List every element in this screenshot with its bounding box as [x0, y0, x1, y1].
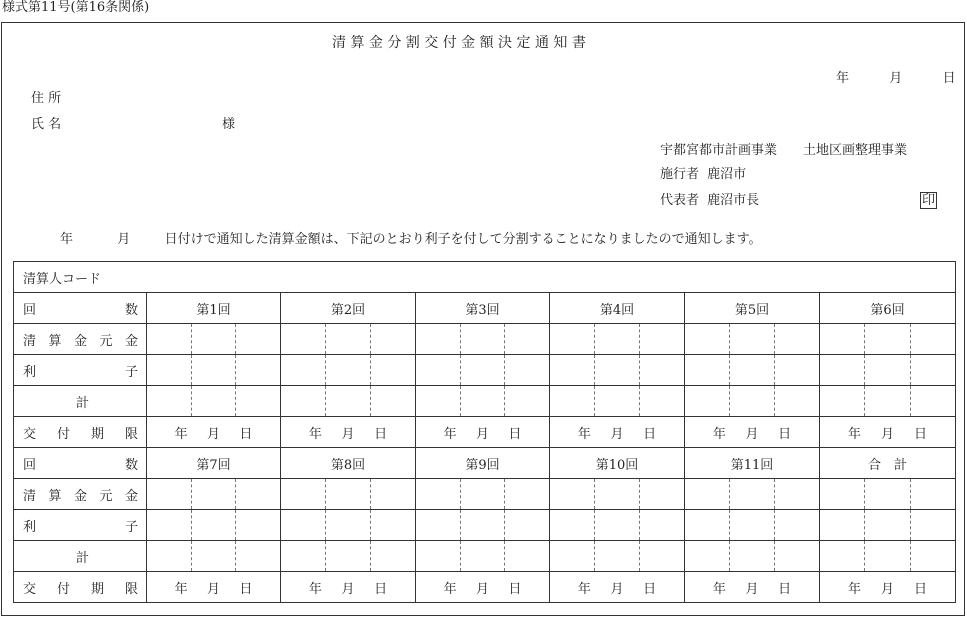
body-text: 日付けで通知した清算金額は、下記のとおり利子を付して分割することになりましたので通知します。: [164, 232, 762, 247]
name-label: 氏 名: [31, 117, 62, 132]
amount-cell: [820, 541, 956, 572]
amount-cell: [147, 355, 281, 386]
table-row: [14, 510, 956, 541]
notice-body: [60, 233, 762, 246]
document-title: 清 算 金 分 割 交 付 金 額 決 定 通 知 書: [332, 35, 586, 51]
round-header: 第10回: [550, 448, 685, 479]
deadline-cell: 年 月 日: [550, 417, 685, 448]
amount-cell: [281, 479, 416, 510]
amount-cell: [416, 386, 550, 417]
amount-cell: [820, 510, 956, 541]
representative-value: 鹿沼市長: [707, 193, 760, 208]
table-row: [14, 417, 956, 448]
amount-cell: [147, 324, 281, 355]
amount-cell: [550, 510, 685, 541]
round-header: 第8回: [281, 448, 416, 479]
representative-line: [660, 194, 759, 207]
deadline-cell: 年 月 日: [820, 572, 956, 603]
amount-cell: [685, 541, 820, 572]
table-row: [14, 386, 956, 417]
date-day: 日: [942, 71, 956, 86]
table-row: [14, 293, 956, 324]
operator-label: 施行者: [660, 167, 700, 182]
settler-code-label: 清算人コード: [14, 262, 956, 293]
amount-cell: [416, 355, 550, 386]
round-header: 第5回: [685, 293, 820, 324]
amount-cell: [685, 510, 820, 541]
deadline-label: 交 付 期 限: [14, 572, 147, 603]
table-row: [14, 572, 956, 603]
amount-cell: [820, 479, 956, 510]
round-header: 第6回: [820, 293, 956, 324]
amount-cell: [147, 541, 281, 572]
deadline-cell: 年 月 日: [685, 572, 820, 603]
amount-cell: [820, 324, 956, 355]
interest-label: 利 子: [14, 510, 147, 541]
table-row: [14, 324, 956, 355]
deadline-cell: 年 月 日: [416, 572, 550, 603]
round-header: 第11回: [685, 448, 820, 479]
deadline-label: 交 付 期 限: [14, 417, 147, 448]
round-label: 回 数: [14, 293, 147, 324]
form-number: 様式第11号(第16条関係): [2, 0, 150, 15]
deadline-cell: 年 月 日: [147, 572, 281, 603]
amount-cell: [416, 479, 550, 510]
deadline-cell: 年 月 日: [820, 417, 956, 448]
amount-cell: [685, 479, 820, 510]
amount-cell: [281, 510, 416, 541]
amount-cell: [550, 324, 685, 355]
round-header: 第2回: [281, 293, 416, 324]
total-header: 合 計: [820, 448, 956, 479]
round-header: 第7回: [147, 448, 281, 479]
body-month: 月: [117, 232, 131, 247]
amount-cell: [281, 324, 416, 355]
total-label: 計: [14, 386, 147, 417]
amount-cell: [550, 541, 685, 572]
amount-cell: [550, 386, 685, 417]
table-row: [14, 479, 956, 510]
deadline-cell: 年 月 日: [281, 417, 416, 448]
deadline-cell: 年 月 日: [550, 572, 685, 603]
amount-cell: [820, 386, 956, 417]
body-year: 年: [60, 232, 74, 247]
honorific: 様: [222, 117, 236, 132]
deadline-cell: 年 月 日: [147, 417, 281, 448]
seal-mark: 印: [922, 193, 936, 208]
table-row: [14, 541, 956, 572]
installment-table: [13, 261, 956, 603]
round-header: 第3回: [416, 293, 550, 324]
deadline-cell: 年 月 日: [685, 417, 820, 448]
amount-cell: [685, 324, 820, 355]
amount-cell: [147, 386, 281, 417]
date-year: 年: [836, 71, 850, 86]
amount-cell: [685, 355, 820, 386]
operator-line: [660, 168, 746, 181]
principal-label: 清 算 金 元 金: [14, 479, 147, 510]
amount-cell: [416, 541, 550, 572]
amount-cell: [147, 510, 281, 541]
interest-label: 利 子: [14, 355, 147, 386]
amount-cell: [281, 355, 416, 386]
amount-cell: [820, 355, 956, 386]
amount-cell: [147, 479, 281, 510]
amount-cell: [416, 324, 550, 355]
round-header: 第4回: [550, 293, 685, 324]
amount-cell: [550, 355, 685, 386]
date-month: 月: [889, 71, 903, 86]
table-row: [14, 448, 956, 479]
amount-cell: [416, 510, 550, 541]
total-label: 計: [14, 541, 147, 572]
round-header: 第9回: [416, 448, 550, 479]
amount-cell: [550, 479, 685, 510]
amount-cell: [281, 541, 416, 572]
round-header: 第1回: [147, 293, 281, 324]
table-row: [14, 355, 956, 386]
address-label: 住 所: [31, 91, 62, 106]
deadline-cell: 年 月 日: [416, 417, 550, 448]
round-label: 回 数: [14, 448, 147, 479]
operator-value: 鹿沼市: [707, 167, 747, 182]
deadline-cell: 年 月 日: [281, 572, 416, 603]
amount-cell: [281, 386, 416, 417]
amount-cell: [685, 386, 820, 417]
issue-date: [836, 72, 956, 85]
principal-label: 清 算 金 元 金: [14, 324, 147, 355]
representative-label: 代表者: [660, 193, 700, 208]
project-name: 宇都宮都市計画事業 土地区画整理事業: [660, 143, 908, 158]
